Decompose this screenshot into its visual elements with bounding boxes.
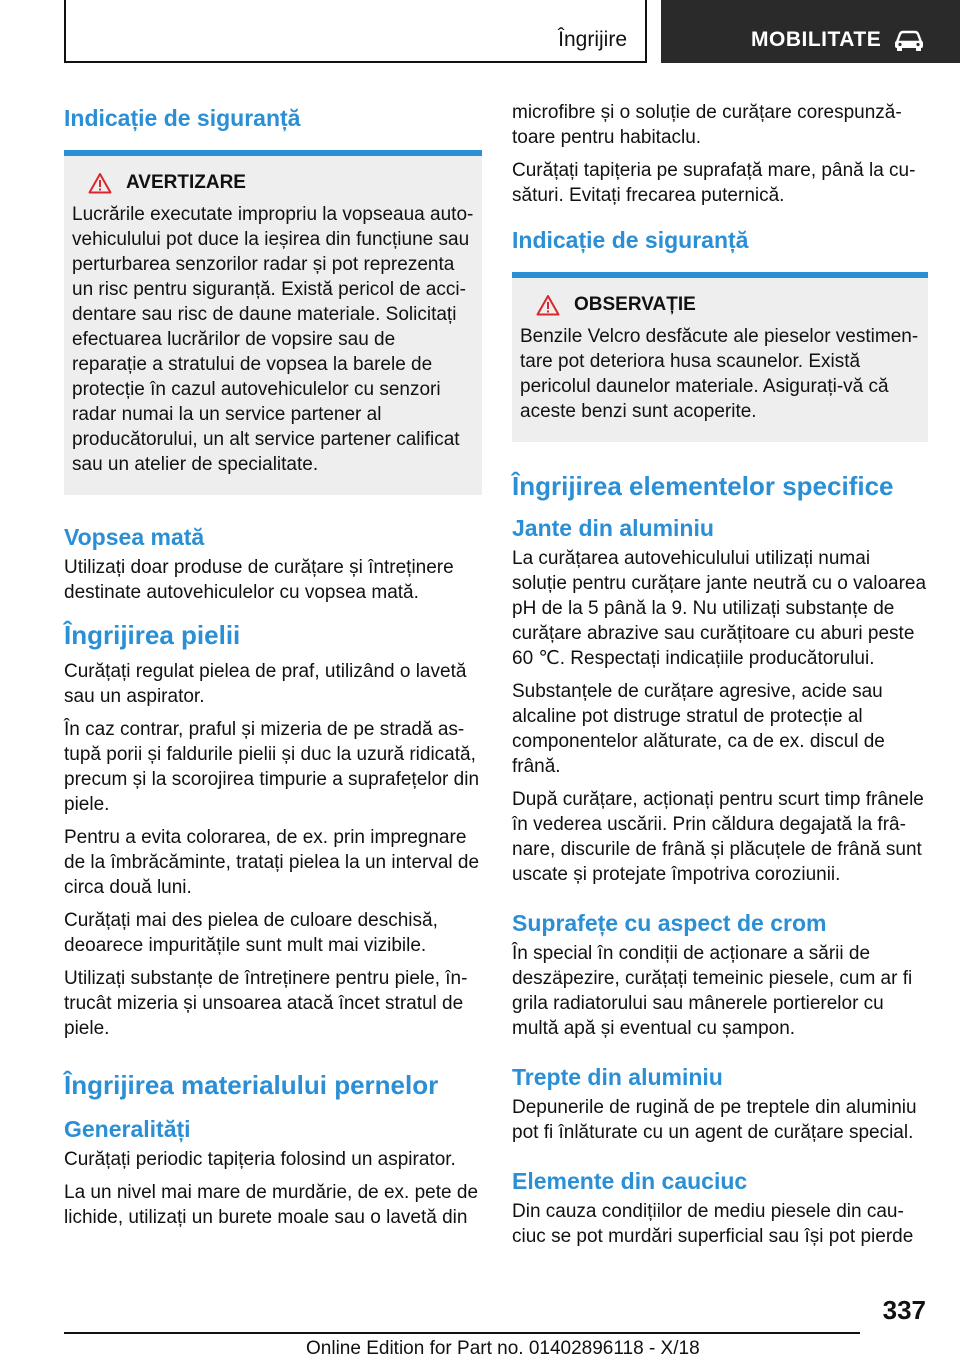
alloy-paragraph: După curățare, acționați pentru scurt timp frânele în vederea uscării. Prin căldura degajată la frânare, discurile de frână și plăcuțele de frână sunt uscate și protejate împotriva coroziunii. [512, 789, 924, 885]
warning-triangle-icon [536, 294, 560, 316]
notice-label: OBSERVAȚIE [574, 294, 696, 315]
leather-paragraph: Curățați regulat pielea de praf, utilizând o lavetă sau un aspirator. [64, 661, 467, 707]
page-number: 337 [882, 1295, 926, 1325]
header-chapter-title: MOBILITATE [751, 28, 882, 51]
continued-paragraph: microfibre și o soluție de curățare corespunzătoare pentru habitaclu. [512, 102, 902, 148]
notice-box [512, 272, 928, 442]
header-section-title: Îngrijire [558, 28, 627, 51]
alloy-wheels-heading: Jante din aluminiu [512, 515, 714, 541]
left-column [64, 100, 482, 1238]
aluminium-steps-heading: Trepte din aluminiu [512, 1064, 723, 1090]
upholstery-care-heading: Îngrijirea materialului pernelor [64, 1070, 439, 1100]
warning-triangle-icon [88, 172, 112, 194]
steps-paragraph: Depunerile de rugină de pe treptele din aluminiu pot fi înlăturate cu un agent de curățare special. [512, 1097, 917, 1143]
warning-box-title [72, 170, 474, 196]
chrome-surfaces-heading: Suprafețe cu aspect de crom [512, 910, 827, 936]
special-care-heading: Îngrijirea elementelor specifice [512, 471, 894, 501]
matte-paint-heading: Vopsea mată [64, 524, 205, 550]
notice-box-title [520, 292, 920, 318]
rubber-parts-heading: Elemente din cauciuc [512, 1168, 748, 1194]
safety-heading: Indicație de siguranță [512, 227, 749, 253]
matte-paint-text: Utilizați doar produse de curățare și întreținere destinate autovehiculelor cu vopsea mată. [64, 557, 454, 603]
header-chapter-box [661, 0, 960, 63]
rubber-paragraph: Din cauza condițiilor de mediu piesele din cauciuc se pot murdări superficial sau își pot pierde [512, 1201, 914, 1247]
header-section-box [64, 0, 647, 63]
alloy-paragraph: La curățarea autovehiculului utilizați numai soluție pentru curățare jante neutră cu o valoarea pH de la 5 până la 9. Nu utilizați substanțe de curățare abrazive sau curățitoare cu aburi peste 60 ℃. Respectați indicațiile producătorului. [512, 548, 927, 669]
general-heading: Generalități [64, 1116, 191, 1142]
footer-edition: Online Edition for Part no. 01402896118 - X/18 [306, 1338, 700, 1359]
warning-box [64, 150, 482, 495]
leather-paragraph: Curățați mai des pielea de culoare deschisă, deoarece impuritățile sunt mult mai vizibile. [64, 910, 438, 956]
chrome-paragraph: În special în condiții de acționare a sării de deszäpezire, curățați temeinic piesele, cum ar fi grila radiatorului sau mânerele portierelor cu multă apă și eventual cu șampon. [512, 943, 913, 1039]
general-paragraph: La un nivel mai mare de murdărie, de ex. pete de lichide, utilizați un burete moale sau o lavetă din [64, 1182, 479, 1228]
leather-paragraph: Utilizați substanțe de întreținere pentru piele, întrucât mizeria și unsoarea atacă încet stratul de piele. [64, 968, 468, 1039]
safety-heading: Indicație de siguranță [64, 105, 301, 131]
general-paragraph: Curățați periodic tapițeria folosind un aspirator. [64, 1149, 456, 1170]
warning-label: AVERTIZARE [126, 172, 246, 193]
continued-paragraph: Curățați tapițeria pe suprafață mare, până la cusături. Evitați frecarea puternică. [512, 160, 916, 206]
right-column [512, 100, 928, 1257]
alloy-paragraph: Substanțele de curățare agresive, acide sau alcaline pot distruge stratul de protecție al componentelor alăturate, ca de ex. discul de frână. [512, 681, 885, 777]
warning-text: Lucrările executate impropriu la vopseaua autovehiculului pot duce la ieșirea din funcțiune sau perturbarea senzorilor radar și pot reprezenta un risc pentru siguranță. Există pericol de accidentare sau risc de daune materiale. Solicitați efectuarea lucrărilor de vopsire sau de reparație a stratului de vopsea la barele de protecție în cazul autovehiculelor cu senzori radar numai la un service partener al producătorului, un alt service partener calificat sau un atelier de specialitate. [72, 204, 474, 475]
footer-divider [64, 1332, 860, 1334]
car-icon [893, 28, 925, 52]
leather-paragraph: În caz contrar, praful și mizeria de pe stradă astupă porii și faldurile pielii și duc la uzură ridicată, precum și la scorojirea timpurie a suprafețelor din piele. [64, 719, 480, 815]
notice-text: Benzile Velcro desfăcute ale pieselor vestimentare pot deteriora husa scaunelor. Există pericolul daunelor materiale. Asigurați-vă că aceste benzi sunt acoperite. [520, 326, 919, 422]
leather-care-heading: Îngrijirea pielii [64, 620, 241, 650]
leather-paragraph: Pentru a evita colorarea, de ex. prin impregnare de la îmbrăcăminte, tratați pielea la un interval de circa două luni. [64, 827, 480, 898]
